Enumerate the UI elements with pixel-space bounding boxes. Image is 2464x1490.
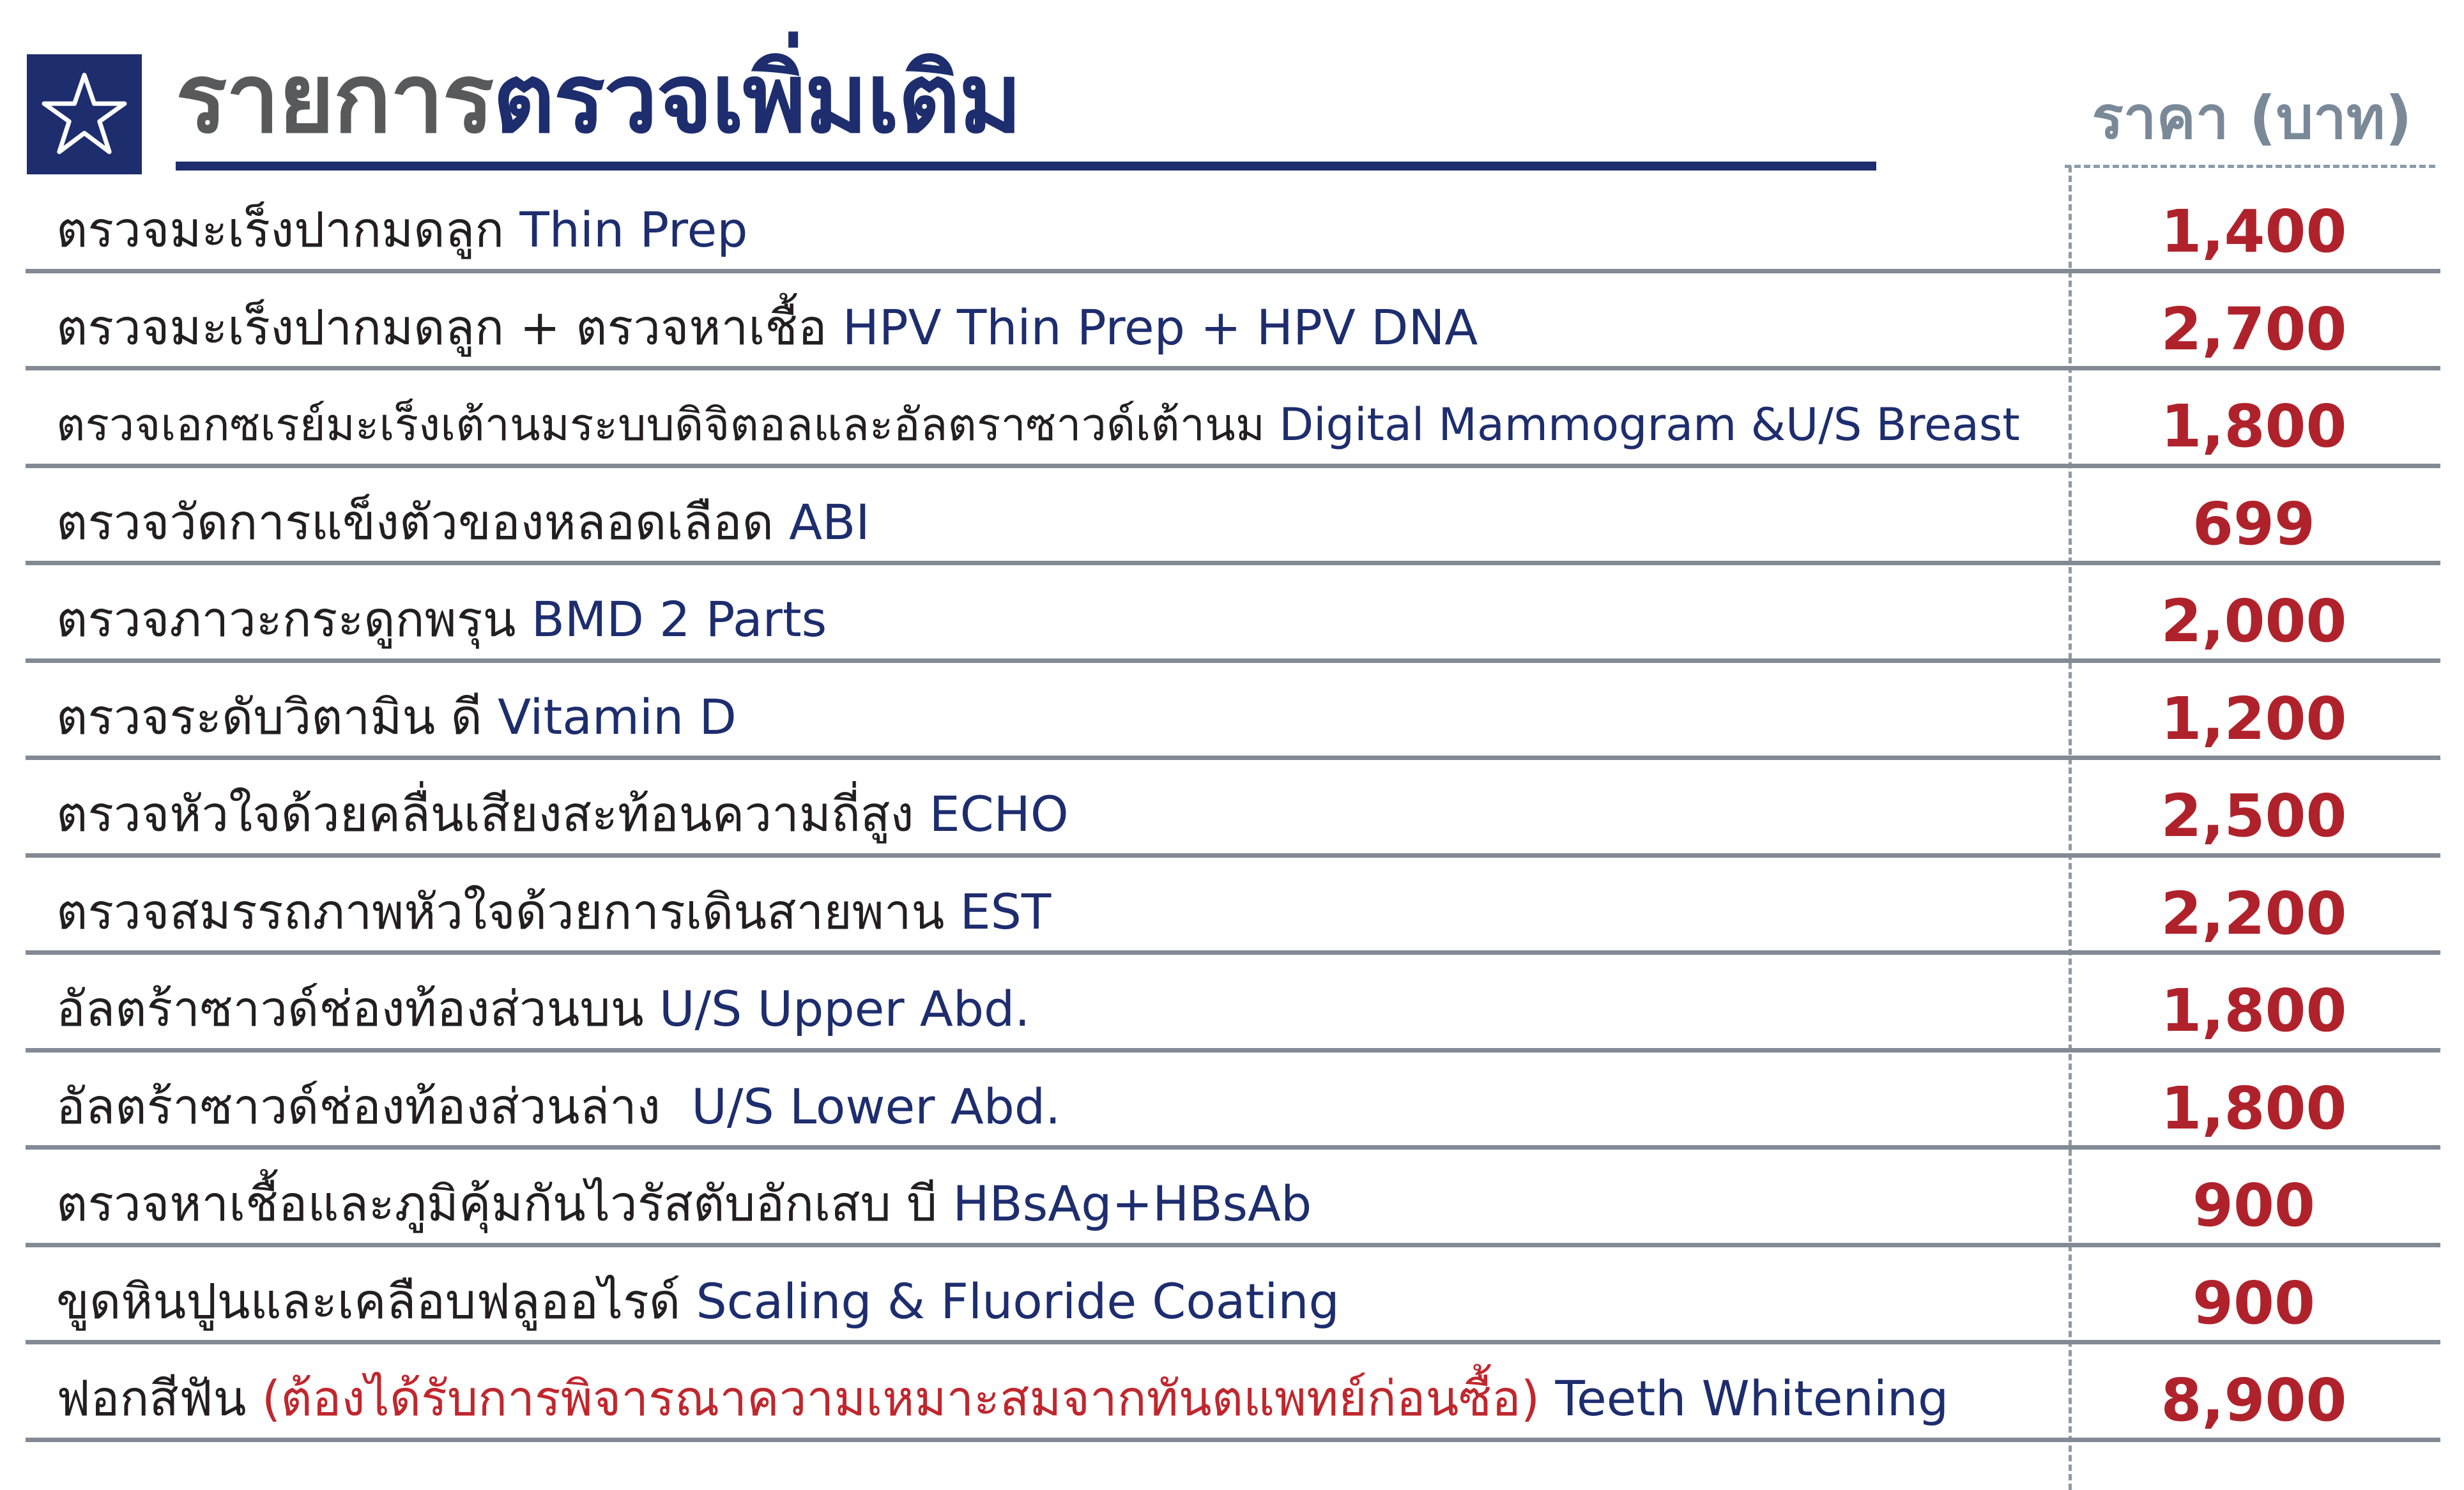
service-name-english: EST bbox=[960, 883, 1052, 940]
service-name-english: HPV Thin Prep + HPV DNA bbox=[842, 298, 1478, 356]
service-name-thai: อัลตร้าซาวด์ช่องท้องส่วนบน bbox=[56, 980, 659, 1037]
service-price: 8,900 bbox=[2161, 1366, 2347, 1434]
service-description bbox=[56, 1176, 1312, 1231]
service-name-english: U/S Upper Abd. bbox=[659, 980, 1030, 1037]
service-price: 1,400 bbox=[2161, 197, 2347, 266]
service-name-english: Digital Mammogram &U/S Breast bbox=[1279, 399, 2020, 451]
service-name-english: Thin Prep bbox=[519, 201, 748, 258]
title-underline bbox=[176, 162, 1876, 171]
service-row bbox=[26, 663, 2440, 761]
service-name-thai: ตรวจหัวใจด้วยคลื่นเสียงสะท้อนความถี่สูง bbox=[56, 786, 930, 842]
service-row bbox=[26, 1344, 2440, 1442]
service-name-thai: ตรวจภาวะกระดูกพรุน bbox=[56, 591, 532, 648]
service-row bbox=[26, 565, 2440, 663]
service-price: 2,500 bbox=[2161, 782, 2347, 850]
service-name-english: BMD 2 Parts bbox=[531, 591, 827, 648]
service-name-thai: ตรวจวัดการแข็งตัวของหลอดเลือด bbox=[56, 493, 790, 551]
service-name-english: HBsAg+HBsAb bbox=[953, 1175, 1312, 1232]
service-description bbox=[56, 885, 1051, 939]
service-description bbox=[56, 592, 827, 647]
service-name-thai: ตรวจหาเชื้อและภูมิคุ้มกันไวรัสตับอักเสบ บี bbox=[56, 1175, 953, 1232]
service-description bbox=[56, 787, 1069, 842]
service-description bbox=[56, 1371, 1948, 1426]
service-row bbox=[26, 760, 2440, 858]
service-list bbox=[26, 176, 2440, 1442]
service-price: 900 bbox=[2192, 1171, 2316, 1240]
service-name-english: Scaling & Fluoride Coating bbox=[696, 1272, 1340, 1330]
service-price: 2,200 bbox=[2161, 879, 2347, 948]
page-title bbox=[176, 45, 1021, 153]
service-note: (ต้องได้รับการพิจารณาความเหมาะสมจากทันตแพทย์ก่อนซื้อ) bbox=[261, 1370, 1556, 1427]
service-description bbox=[56, 495, 870, 550]
service-name-thai: อัลตร้าซาวด์ช่องท้องส่วนล่าง bbox=[56, 1077, 692, 1135]
service-name-english: Teeth Whitening bbox=[1555, 1370, 1949, 1427]
header-badge bbox=[27, 54, 142, 174]
service-price: 1,800 bbox=[2161, 977, 2347, 1045]
service-description bbox=[56, 1079, 1060, 1134]
service-description bbox=[56, 982, 1030, 1037]
service-row bbox=[26, 955, 2440, 1053]
service-name-thai: ตรวจระดับวิตามิน ดี bbox=[56, 688, 498, 745]
service-name-thai: ตรวจสมรรถภาพหัวใจด้วยการเดินสายพาน bbox=[56, 883, 960, 940]
service-name-thai: ตรวจมะเร็งปากมดลูก + ตรวจหาเชื้อ bbox=[56, 298, 843, 356]
service-price: 1,200 bbox=[2161, 684, 2347, 753]
service-price: 1,800 bbox=[2161, 392, 2347, 460]
service-row bbox=[26, 1247, 2440, 1345]
title-part-1: รายการ bbox=[176, 43, 493, 155]
service-name-english: Vitamin D bbox=[498, 688, 737, 745]
service-price: 2,000 bbox=[2161, 587, 2347, 655]
star-icon bbox=[40, 70, 129, 159]
service-row bbox=[26, 468, 2440, 566]
title-part-2: ตรวจเพิ่มเติม bbox=[493, 43, 1021, 155]
service-row bbox=[26, 273, 2440, 371]
service-row bbox=[26, 176, 2440, 273]
service-description bbox=[56, 690, 737, 745]
service-row bbox=[26, 370, 2440, 468]
service-price: 699 bbox=[2192, 489, 2316, 558]
service-name-english: ECHO bbox=[929, 786, 1069, 842]
service-price: 900 bbox=[2192, 1268, 2316, 1337]
service-row bbox=[26, 858, 2440, 955]
service-row bbox=[26, 1053, 2440, 1150]
service-row bbox=[26, 1150, 2440, 1247]
service-description bbox=[56, 397, 2020, 452]
service-name-thai: ตรวจมะเร็งปากมดลูก bbox=[56, 201, 520, 258]
service-description bbox=[56, 300, 1478, 355]
service-name-thai: ตรวจเอกซเรย์มะเร็งเต้านมระบบดิจิตอลและอัลตราซาวด์เต้านม bbox=[56, 399, 1280, 451]
service-price: 2,700 bbox=[2161, 294, 2347, 363]
price-column-header: ราคา (บาท) bbox=[2092, 84, 2412, 152]
price-header-divider bbox=[2065, 165, 2435, 168]
service-name-english: ABI bbox=[789, 493, 870, 551]
service-price: 1,800 bbox=[2161, 1074, 2347, 1143]
service-name-english: U/S Lower Abd. bbox=[691, 1077, 1061, 1135]
service-description bbox=[56, 1274, 1340, 1329]
service-name-thai: ฟอกสีฟัน bbox=[56, 1370, 262, 1427]
service-description bbox=[56, 202, 747, 257]
service-name-thai: ขูดหินปูนและเคลือบฟลูออไรด์ bbox=[56, 1272, 696, 1330]
